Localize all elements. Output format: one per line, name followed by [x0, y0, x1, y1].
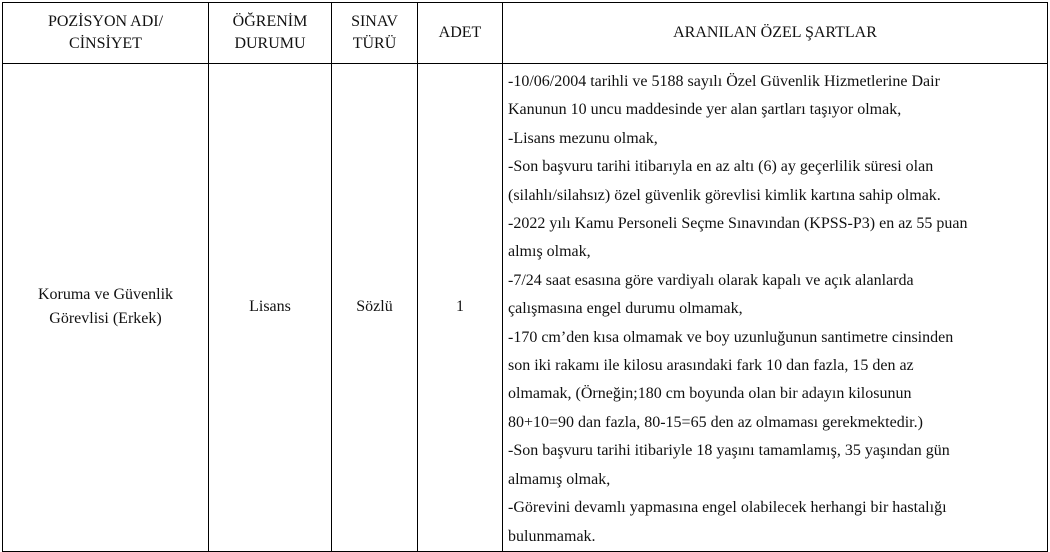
requirement-line: -Lisans mezunu olmak,	[508, 129, 658, 147]
header-exam-type	[332, 3, 418, 64]
header-position-line2: CİNSİYET	[69, 35, 142, 52]
requirement-line: -Son başvuru tarihi itibariyle 18 yaşını tamamlamış, 35 yaşından gün	[508, 442, 950, 460]
requirement-line: -2022 yılı Kamu Personeli Seçme Sınavından (KPSS-P3) en az 55 puan	[508, 215, 968, 233]
requirement-line: almamış olmak,	[508, 470, 611, 488]
cell-requirements	[503, 64, 1048, 552]
header-education-line1: ÖĞRENİM	[232, 13, 308, 30]
requirement-line: -Görevini devamlı yapmasına engel olabilecek herhangi bir hastalığı	[508, 499, 947, 517]
requirement-line: bulunmamak.	[508, 527, 596, 545]
header-exam-line1: SINAV	[351, 13, 398, 30]
header-position	[3, 3, 209, 64]
header-exam-line2: TÜRÜ	[352, 35, 397, 52]
header-requirements: ARANILAN ÖZEL ŞARTLAR	[503, 3, 1048, 64]
table-row	[3, 64, 1048, 552]
requirement-line: olmamak, (Örneğin;180 cm boyunda olan bir adayın kilosunun	[508, 385, 912, 403]
cell-position	[3, 64, 209, 552]
header-count: ADET	[418, 3, 503, 64]
cell-education: Lisans	[209, 64, 332, 552]
requirement-line: çalışmasına engel durumu olmamak,	[508, 300, 743, 318]
requirement-line: -7/24 saat esasına göre vardiyalı olarak kapalı ve açık alanlarda	[508, 271, 914, 289]
table-body	[3, 64, 1048, 552]
job-posting-table	[2, 2, 1048, 552]
table-header	[3, 3, 1048, 64]
header-education-line2: DURUMU	[234, 35, 306, 52]
requirement-line: son iki rakamı ile kilosu arasındaki fark 10 dan fazla, 15 den az	[508, 357, 914, 375]
header-education	[209, 3, 332, 64]
position-line1: Koruma ve Güvenlik	[37, 286, 174, 304]
requirement-line: almış olmak,	[508, 243, 591, 261]
cell-exam-type: Sözlü	[332, 64, 418, 552]
requirement-line: (silahlı/silahsız) özel güvenlik görevlisi kimlik kartına sahip olmak.	[508, 186, 941, 204]
requirement-line: -Son başvuru tarihi itibarıyla en az altı (6) ay geçerlilik süresi olan	[508, 158, 934, 176]
requirement-line: 80+10=90 dan fazla, 80-15=65 den az olmaması gerekmektedir.)	[508, 413, 923, 431]
position-line2: Görevlisi (Erkek)	[49, 310, 162, 328]
requirement-line: -170 cm’den kısa olmamak ve boy uzunluğunun santimetre cinsinden	[508, 328, 954, 346]
requirement-line: Kanunun 10 uncu maddesinde yer alan şartları taşıyor olmak,	[508, 101, 902, 119]
cell-count: 1	[418, 64, 503, 552]
header-row	[3, 3, 1048, 64]
header-position-line1: POZİSYON ADI/	[47, 13, 164, 30]
requirement-line: -10/06/2004 tarihli ve 5188 sayılı Özel Güvenlik Hizmetlerine Dair	[508, 73, 940, 90]
